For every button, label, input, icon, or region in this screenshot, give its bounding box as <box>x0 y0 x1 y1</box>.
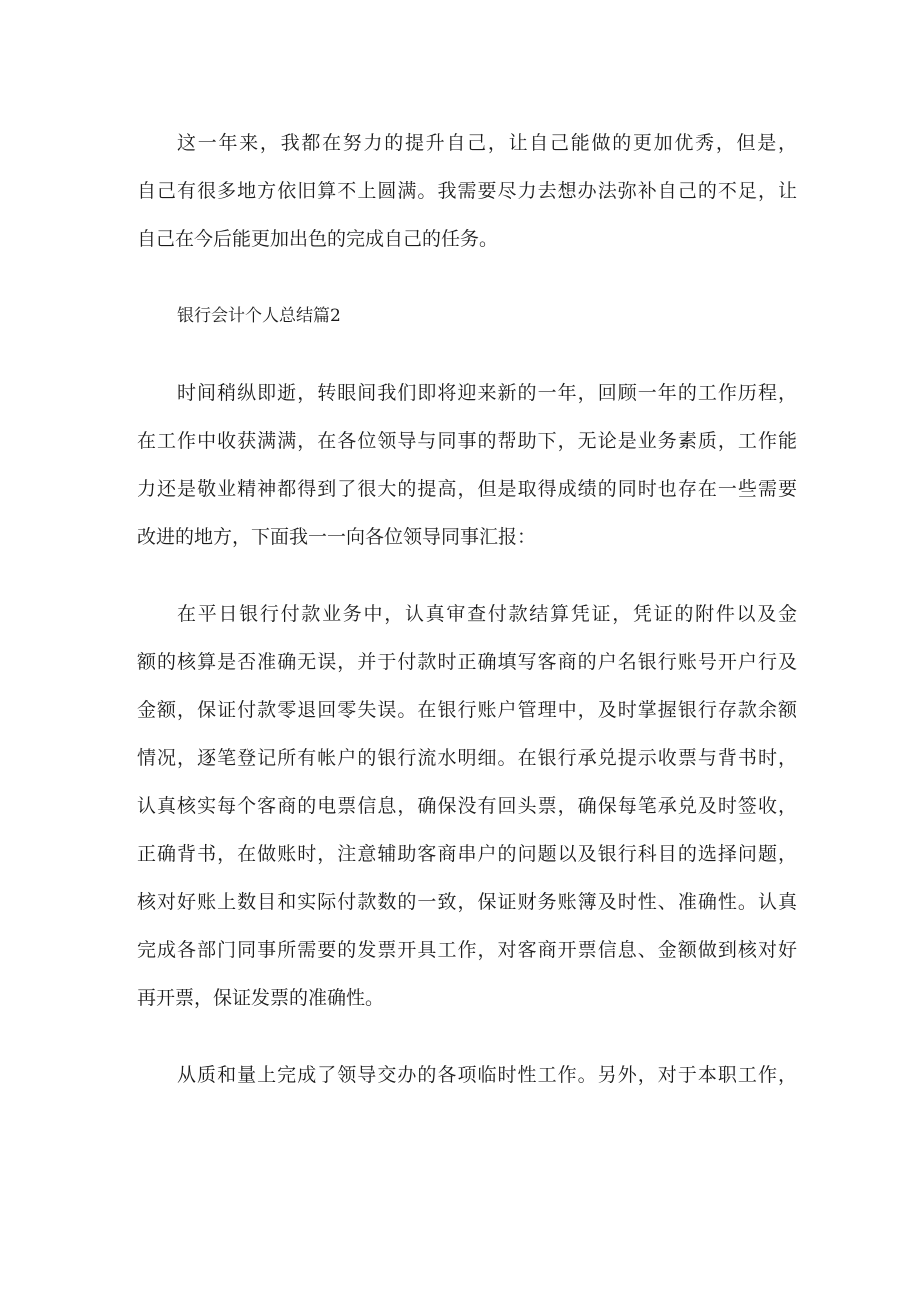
paragraph-line: 自己在今后能更加出色的完成自己的任务。 <box>137 228 499 250</box>
paragraph-2 <box>137 369 797 561</box>
section-heading: 银行会计个人总结篇2 <box>177 306 341 326</box>
document-body <box>137 119 797 1099</box>
paragraph-3 <box>137 590 797 1022</box>
paragraph-line: 在平日银行付款业务中，认真审查付款结算凭证，凭证的附件以及金 <box>177 603 797 625</box>
paragraph-line: 额的核算是否准确无误，并于付款时正确填写客商的户名银行账号开户行及 <box>137 651 797 673</box>
paragraph-line: 情况，逐笔登记所有帐户的银行流水明细。在银行承兑提示收票与背书时， <box>137 747 797 769</box>
paragraph-line: 再开票，保证发票的准确性。 <box>137 987 385 1009</box>
paragraph-line: 时间稍纵即逝，转眼间我们即将迎来新的一年，回顾一年的工作历程， <box>177 382 797 404</box>
paragraph-line: 改进的地方，下面我一一向各位领导同事汇报： <box>137 526 537 548</box>
paragraph-line: 力还是敬业精神都得到了很大的提高，但是取得成绩的同时也存在一些需要 <box>137 478 797 500</box>
paragraph-line: 认真核实每个客商的电票信息，确保没有回头票，确保每笔承兑及时签收， <box>137 795 797 817</box>
paragraph-line: 在工作中收获满满，在各位领导与同事的帮助下，无论是业务素质，工作能 <box>137 430 797 452</box>
paragraph-line: 完成各部门同事所需要的发票开具工作，对客商开票信息、金额做到核对好 <box>137 939 797 961</box>
paragraph-line: 这一年来，我都在努力的提升自己，让自己能做的更加优秀，但是， <box>177 132 797 154</box>
paragraph-line: 金额，保证付款零退回零失误。在银行账户管理中，及时掌握银行存款余额 <box>137 699 797 721</box>
paragraph-4 <box>137 1051 797 1099</box>
paragraph-line: 核对好账上数目和实际付款数的一致，保证财务账簿及时性、准确性。认真 <box>137 891 797 913</box>
paragraph-line: 自己有很多地方依旧算不上圆满。我需要尽力去想办法弥补自己的不足，让 <box>137 180 797 202</box>
paragraph-line: 从质和量上完成了领导交办的各项临时性工作。另外，对于本职工作， <box>177 1064 797 1086</box>
paragraph-1 <box>137 119 797 263</box>
paragraph-line: 正确背书，在做账时，注意辅助客商串户的问题以及银行科目的选择问题， <box>137 843 797 865</box>
